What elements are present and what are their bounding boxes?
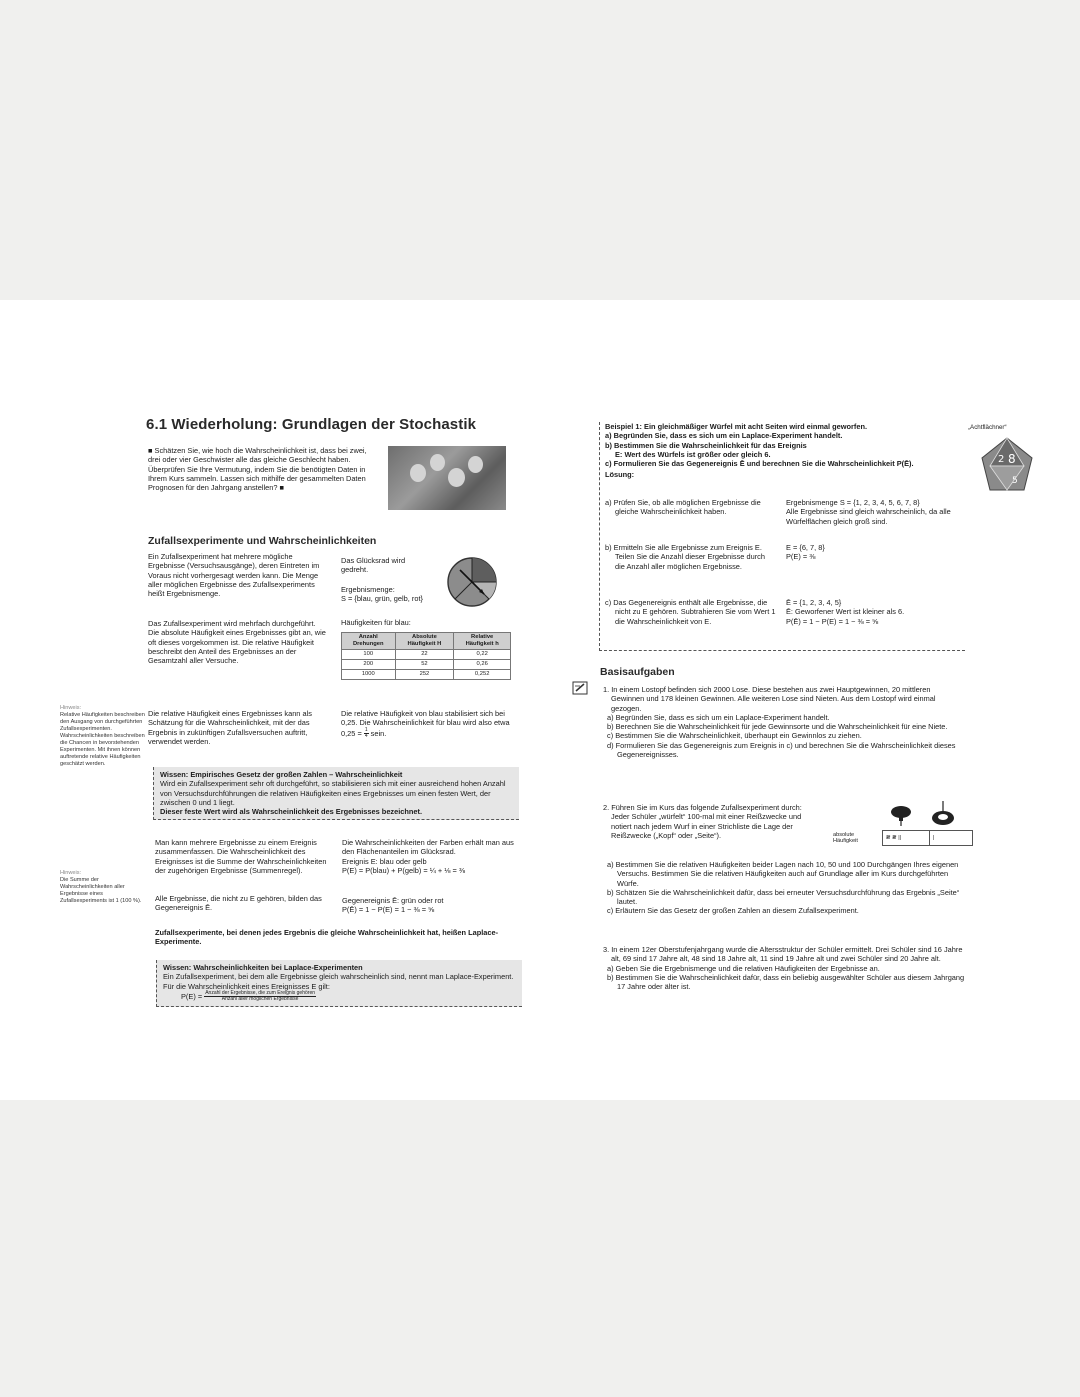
tally-table — [830, 830, 973, 846]
knowledge-text: Ein Zufallsexperiment, bei dem alle Ergebnisse gleich wahrscheinlich sind, nennt man Laplace-Experiment. Für die Wahrscheinlichkeit eines Ereignisses E gilt: — [163, 972, 514, 991]
pencil-icon — [572, 681, 588, 695]
octahedron-dice — [980, 436, 1034, 496]
laplace-formula — [163, 991, 518, 1003]
table-cell: 0,252 — [454, 670, 511, 680]
hint-text: Relative Häufigkeiten beschreiben den Ausgang von durchgeführten Zufallsexperimenten. Wahrscheinlichkeiten beschreiben die Chancen in bevorstehenden Experimenten. Mit ihnen können auftretende relative Häufigkeiten geschätzt werden. — [60, 712, 145, 767]
para-gegenereignis: Alle Ergebnisse, die nicht zu E gehören, bilden das Gegenereignis Ē. — [155, 894, 322, 913]
dice-number: 2 — [998, 454, 1005, 465]
table-row — [342, 660, 511, 670]
table-cell: 22 — [395, 650, 454, 660]
table-cell: 52 — [395, 660, 454, 670]
example-task-b: b) Bestimmen Sie die Wahrscheinlichkeit für das Ereignis — [605, 440, 807, 450]
ergebnismenge-label: Ergebnismenge: — [341, 585, 395, 594]
knowledge-text-2: Dieser feste Wert wird als Wahrscheinlichkeit des Ergebnisses bezeichnet. — [160, 807, 423, 817]
task-1b: b) Berechnen Sie die Wahrscheinlichkeit für jede Gewinnsorte und die Wahrscheinlichkeit für eine Niete. — [607, 722, 948, 732]
task-1a: a) Begründen Sie, dass es sich um ein Laplace-Experiment handelt. — [607, 712, 830, 722]
table-cell: 1000 — [342, 670, 396, 680]
formula-lhs: P(E) = — [181, 991, 203, 1001]
para-haeufigkeit: Das Zufallsexperiment wird mehrfach durchgeführt. Die absolute Häufigkeit eines Ergebnisses gibt an, wie oft dieses vorgekommen ist. Die relative Häufigkeit beschreibt den Anteil des Ergebnisses an der Gesamtzahl aller Versuche. — [148, 619, 326, 666]
ereignis-e: Ereignis E: blau oder gelb — [342, 856, 427, 866]
table-cell: 0,22 — [454, 650, 511, 660]
intro-text: ■ Schätzen Sie, wie hoch die Wahrscheinlichkeit ist, dass bei zwei, drei oder vier Geschwister alle das gleiche Geschlecht haben. Überprüfen Sie Ihre Vermutung, indem Sie die benötigten Daten in Ihrem Kurs sammeln. Lassen sich mithilfe der gesammelten Daten Prognosen für den Jahrgang anstellen? ■ — [148, 446, 367, 493]
task-2c: c) Erläutern Sie das Gesetz der großen Zahlen an diesem Zufallsexperiment. — [607, 906, 859, 916]
tally-row — [830, 831, 973, 846]
task-2-subtasks — [603, 860, 965, 916]
thumbtack-seite-icon — [928, 800, 958, 828]
table-row — [342, 650, 511, 660]
table-header: Relative Häufigkeit h — [454, 633, 511, 650]
gegenereignis-formula: P(Ē) = 1 − P(E) = 1 − ⅜ = ⅝ — [342, 905, 435, 915]
dice-label: „Achtflächner“ — [968, 424, 1007, 431]
section-title: 6.1 Wiederholung: Grundlagen der Stochastik — [146, 416, 477, 433]
solution-b-left: b) Ermitteln Sie alle Ergebnisse zum Ereignis E. Teilen Sie die Anzahl dieser Ergebnisse durch die Anzahl aller möglichen Ergebnisse. — [605, 543, 765, 571]
dice-number: 5 — [1012, 476, 1018, 486]
hint-label: Hinweis: — [60, 705, 82, 711]
para-stabilisiert-text: Die relative Häufigkeit von blau stabilisiert sich bei 0,25. Die Wahrscheinlichkeit für blau wird also etwa 0,25 = — [341, 709, 510, 738]
task-2: 2. Führen Sie im Kurs das folgende Zufallsexperiment durch: Jeder Schüler „würfelt“ 100-mal mit einer Reißzwecke und notiert nach jedem Wurf in einer Strichliste die Lage der Reißzwecke („Kopf“ oder „Seite“). — [603, 803, 802, 840]
ergebnismenge-value: S = {blau, grün, gelb, rot} — [341, 594, 423, 603]
subheading-zufallsexperimente: Zufallsexperimente und Wahrscheinlichkeiten — [148, 535, 377, 547]
table-cell: 0,26 — [454, 660, 511, 670]
knowledge-box-laplace — [156, 960, 522, 1007]
ereignis-e-formula: P(E) = P(blau) + P(gelb) = ¼ + ⅛ = ⅜ — [342, 865, 466, 875]
fraction-one-quarter: $\frac{1}{4}$ — [364, 726, 368, 740]
knowledge-title: Wissen: Empirisches Gesetz der großen Zahlen – Wahrscheinlichkeit — [160, 770, 403, 779]
gegenereignis-text: Gegenereignis Ē: grün oder rot — [342, 896, 444, 905]
hint-summe — [60, 870, 144, 905]
dice-number: 8 — [1008, 452, 1016, 466]
table-cell: 100 — [342, 650, 396, 660]
task-3a: a) Geben Sie die Ergebnismenge und die relativen Häufigkeiten der Ergebnisse an. — [607, 963, 880, 973]
task-1d: d) Formulieren Sie das Gegenereignis zum Ereignis in c) und berechnen Sie die Wahrscheinlichkeit dieses Gegenereignisses. — [607, 740, 956, 760]
task-1c: c) Bestimmen Sie die Wahrscheinlichkeit, überhaupt ein Gewinnlos zu ziehen. — [607, 731, 862, 741]
hint-text: Die Summe der Wahrscheinlichkeiten aller Ergebnisse eines Zufallsexperiments ist 1 (100 %). — [60, 877, 142, 904]
para-stabilisiert — [341, 709, 513, 740]
knowledge-box-gesetz — [153, 767, 519, 820]
para-schaetzung: Die relative Häufigkeit eines Ergebnisses kann als Schätzung für die Wahrscheinlichkeit, mit der das Ergebnis in zukünftigen Zufallsversuchen auftritt, verwendet werden. — [148, 709, 312, 746]
formula-fraction: $\frac{\text{Anzahl der Ergebnisse, die zum Ereignis gehören}}{\text{Anzahl aller möglichen Ergebnisse}}$ — [205, 989, 316, 1003]
para-ereignis: Man kann mehrere Ergebnisse zu einem Ereignis zusammenfassen. Die Wahrscheinlichkeit des Ereignisses ist die Summe der Wahrscheinlichkeiten der zugehörigen Ergebnisse (Summenregel). — [155, 838, 327, 875]
tally-seite: | — [930, 831, 973, 846]
table-header: Anzahl Drehungen — [342, 633, 396, 650]
gluecksrad-wheel — [446, 556, 498, 608]
task-1-intro: 1. In einem Lostopf befinden sich 2000 Lose. Diese bestehen aus zwei Hauptgewinnen, 20 mittleren Gewinnen und 178 kleinen Gewinnen. Alle weiteren Lose sind Nieten. Aus dem Lostopf wird einmal gezogen. — [603, 685, 936, 713]
table-cell: 252 — [395, 670, 454, 680]
para-stabilisiert-end: sein. — [370, 728, 387, 738]
solution-c-right: Ē = {1, 2, 3, 4, 5} Ē: Geworfener Wert ist kleiner als 6. P(Ē) = 1 − P(E) = 1 − ⅜ = ⅝ — [786, 598, 905, 626]
hint-label: Hinweis: — [60, 870, 82, 876]
hint-relative-haeufigkeit — [60, 705, 146, 768]
table-header: Absolute Häufigkeit H — [395, 633, 454, 650]
task-2b: b) Schätzen Sie die Wahrscheinlichkeit dafür, dass bei erneuter Versuchsdurchführung das Ergebnis „Seite“ lautet. — [607, 887, 960, 907]
example-task-b2: E: Wert des Würfels ist größer oder gleich 6. — [615, 449, 771, 459]
thumbtack-kopf-icon — [886, 804, 916, 828]
para-flaechenanteile — [342, 838, 514, 875]
table-header-row — [342, 633, 511, 650]
para-laplace: Zufallsexperimente, bei denen jedes Ergebnis die gleiche Wahrscheinlichkeit hat, heißen Laplace-Experimente. — [155, 928, 499, 947]
knowledge-title: Wissen: Wahrscheinlichkeiten bei Laplace-Experimenten — [163, 963, 363, 972]
flaechenanteile-text: Die Wahrscheinlichkeiten der Farben erhält man aus den Flächenanteilen im Glücksrad. — [342, 838, 514, 857]
solution-label: Lösung: — [605, 470, 635, 480]
example-task-c: c) Formulieren Sie das Gegenereignis Ē und berechnen Sie die Wahrscheinlichkeit P(Ē). — [605, 459, 914, 469]
para-zufallsexperiment: Ein Zufallsexperiment hat mehrere mögliche Ergebnisse (Versuchsausgänge), deren Eintreten im Voraus nicht vorhergesagt werden kann. Die Menge aller möglichen Ergebnisse des Zufallsexperiments heißt Ergebnismenge. — [148, 552, 320, 599]
tally-kopf: 𝍸 𝍸 || — [883, 831, 930, 846]
solution-a-right: Ergebnismenge S = {1, 2, 3, 4, 5, 6, 7, 8} Alle Ergebnisse sind gleich wahrscheinlich, da alle Würfelflächen gleich groß sind. — [786, 498, 951, 526]
tally-row-label: absolute Häufigkeit — [833, 832, 858, 844]
solution-b-right: E = {6, 7, 8} P(E) = ⅜ — [786, 543, 825, 562]
textbook-spread — [0, 300, 1080, 1100]
example-task-a: a) Begründen Sie, dass es sich um ein Laplace-Experiment handelt. — [605, 431, 843, 441]
example-heading: Beispiel 1: Ein gleichmäßiger Würfel mit acht Seiten wird einmal geworfen. — [605, 422, 868, 431]
solution-a-left: a) Prüfen Sie, ob alle möglichen Ergebnisse die gleiche Wahrscheinlichkeit haben. — [605, 498, 761, 517]
task-3 — [603, 945, 965, 991]
family-photo — [388, 446, 506, 510]
table-caption: Häufigkeiten für blau: — [341, 618, 411, 627]
solution-c-left: c) Das Gegenereignis enthält alle Ergebnisse, die nicht zu E gehören. Subtrahieren Sie vom Wert 1 die Wahrscheinlichkeit von E. — [605, 598, 776, 626]
task-3b: b) Bestimmen Sie die Wahrscheinlichkeit dafür, dass ein beliebig ausgewählter Schüler aus diesem Jahrgang 17 Jahre oder älter ist. — [607, 972, 965, 992]
table-cell: 200 — [342, 660, 396, 670]
table-row — [342, 670, 511, 680]
frequency-table — [341, 632, 511, 680]
para-gegenereignis-example — [342, 896, 514, 915]
task-3-intro: 3. In einem 12er Oberstufenjahrgang wurde die Altersstruktur der Schüler ermittelt. Drei Schüler sind 16 Jahre alt, 69 sind 17 Jahre alt, 48 sind 18 Jahre alt, 11 sind 19 Jahre alt und zwei Schüler sind 20 Jahre alt. — [603, 945, 963, 964]
basisaufgaben-heading: Basisaufgaben — [600, 666, 675, 678]
wheel-caption: Das Glücksrad wird gedreht. — [341, 556, 406, 575]
knowledge-text: Wird ein Zufallsexperiment sehr oft durchgeführt, so stabilisieren sich mit einer ausreichend hohen Anzahl von Versuchsdurchführungen die relativen Häufigkeiten eines Ergebnisses um einen festen Wert, der zwischen 0 und 1 liegt. — [160, 779, 506, 807]
task-2a: a) Bestimmen Sie die relativen Häufigkeiten beider Lagen nach 10, 50 und 100 Durchgängen Ihres eigenen Versuchs. Bestimmen Sie die relativen Häufigkeiten auch auf Grundlage aller im Kurs durchgeführten Würfe. — [607, 860, 959, 888]
task-1 — [603, 685, 963, 759]
